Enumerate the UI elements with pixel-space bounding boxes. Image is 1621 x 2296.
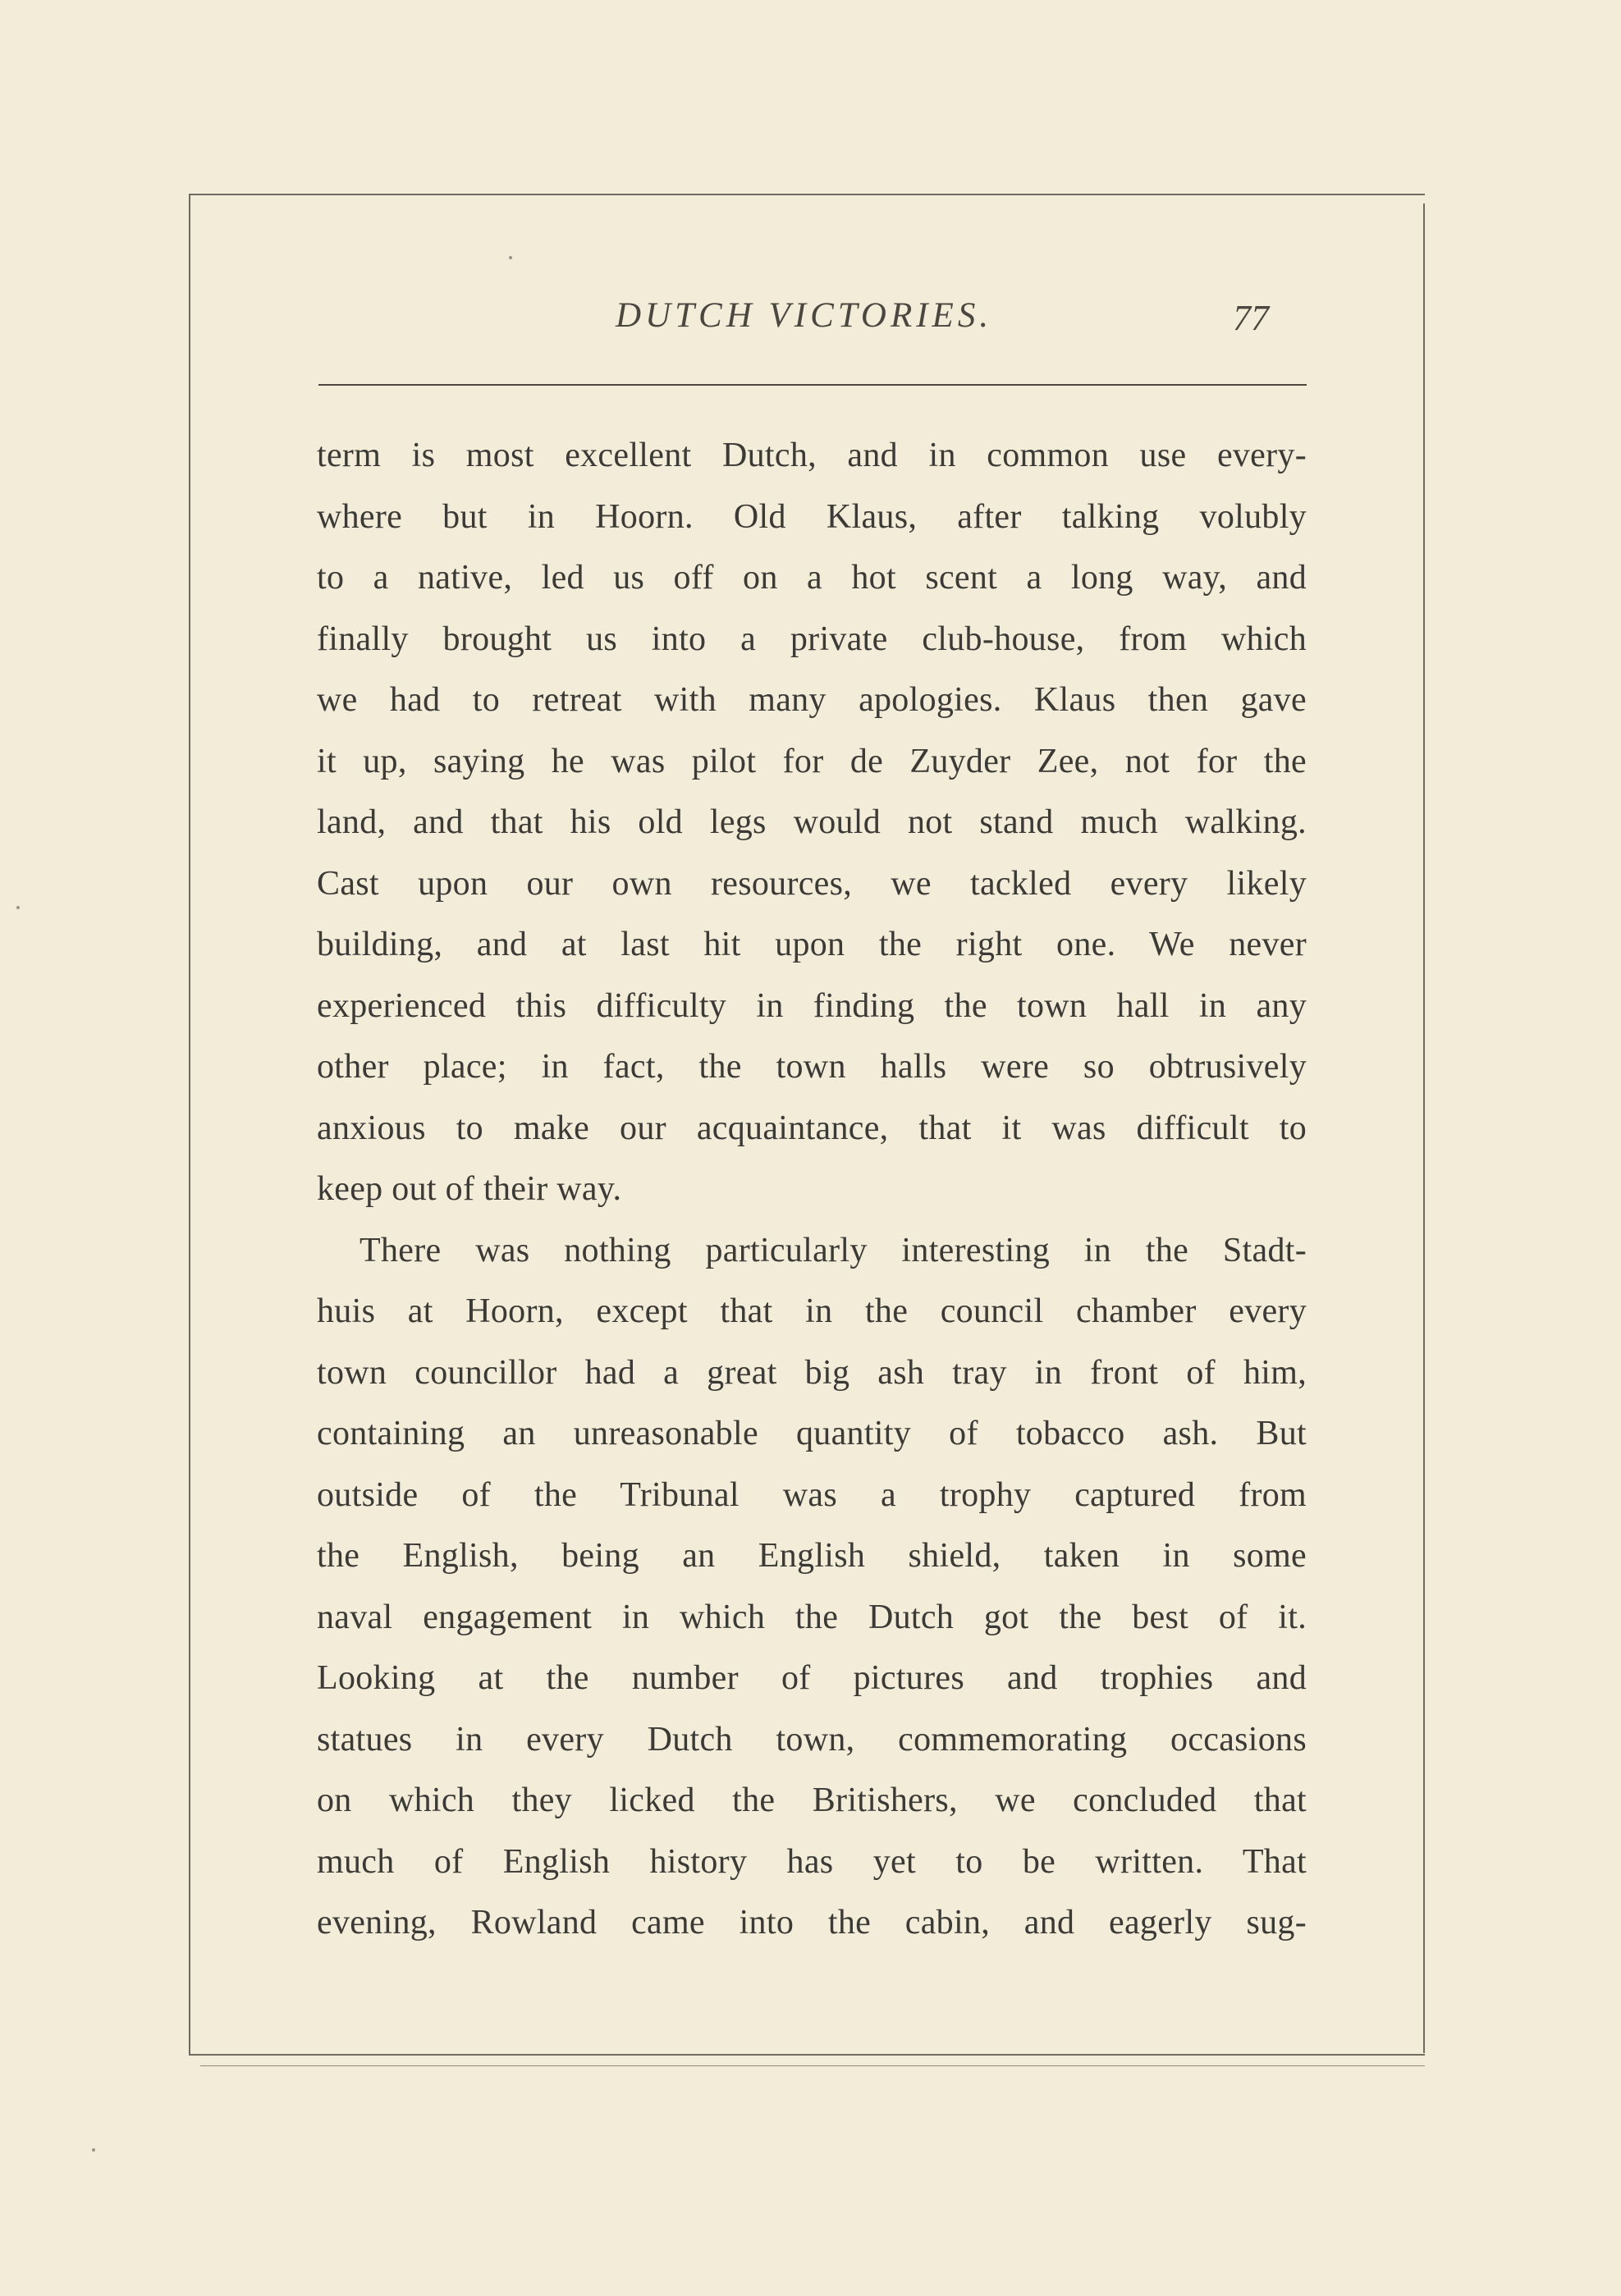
text-line: the English, being an English shield, taken in some (317, 1537, 1307, 1575)
page-number: 77 (1233, 298, 1269, 338)
text-line: building, and at last hit upon the right one. We never (317, 926, 1307, 963)
frame-left-rule (189, 194, 190, 2055)
text-line: outside of the Tribunal was a trophy captured from (317, 1475, 1307, 1514)
body-text (317, 425, 1307, 1954)
text-line: statues in every Dutch town, commemorating occasions (317, 1720, 1307, 1759)
text-line: to a native, led us off on a hot scent a long way, and (317, 559, 1307, 597)
text-line: we had to retreat with many apologies. Klaus then gave (317, 681, 1307, 719)
text-line: keep out of their way. (317, 1170, 622, 1208)
text-line: There was nothing particularly interesting in the Stadt- (359, 1231, 1307, 1269)
text-line: other place; in fact, the town halls were so obtrusively (317, 1048, 1307, 1086)
text-line: naval engagement in which the Dutch got the best of it. (317, 1598, 1307, 1636)
text-line: town councillor had a great big ash tray in front of him, (317, 1353, 1307, 1392)
text-line: where but in Hoorn. Old Klaus, after talking volubly (317, 497, 1307, 536)
text-line: Looking at the number of pictures and trophies and (317, 1659, 1307, 1697)
paper-speck (92, 2148, 95, 2152)
text-line: anxious to make our acquaintance, that it was difficult to (317, 1109, 1307, 1147)
frame-right-rule (1423, 204, 1425, 2053)
paper-speck (509, 256, 512, 259)
paper-speck (16, 906, 20, 909)
running-title: DUTCH VICTORIES. (616, 296, 993, 335)
frame-bottom-rule (189, 2054, 1425, 2056)
frame-top-rule (189, 194, 1425, 195)
text-line: much of English history has yet to be written. That (317, 1842, 1307, 1881)
text-line: evening, Rowland came into the cabin, and eagerly sug- (317, 1904, 1307, 1942)
text-line: containing an unreasonable quantity of tobacco ash. But (317, 1415, 1307, 1452)
text-line: on which they licked the Britishers, we concluded that (317, 1781, 1307, 1819)
header-rule (318, 384, 1307, 386)
text-line: experienced this difficulty in finding the town hall in any (317, 986, 1307, 1025)
text-line: term is most excellent Dutch, and in common use every- (317, 437, 1307, 474)
text-line: finally brought us into a private club-house, from which (317, 620, 1307, 658)
text-line: huis at Hoorn, except that in the council chamber every (317, 1292, 1307, 1330)
text-line: it up, saying he was pilot for de Zuyder Zee, not for the (317, 742, 1307, 780)
text-line: land, and that his old legs would not stand much walking. (317, 803, 1307, 841)
running-head (320, 295, 1305, 353)
frame-bottom-inner-rule (200, 2065, 1425, 2066)
text-line: Cast upon our own resources, we tackled every likely (317, 864, 1307, 903)
